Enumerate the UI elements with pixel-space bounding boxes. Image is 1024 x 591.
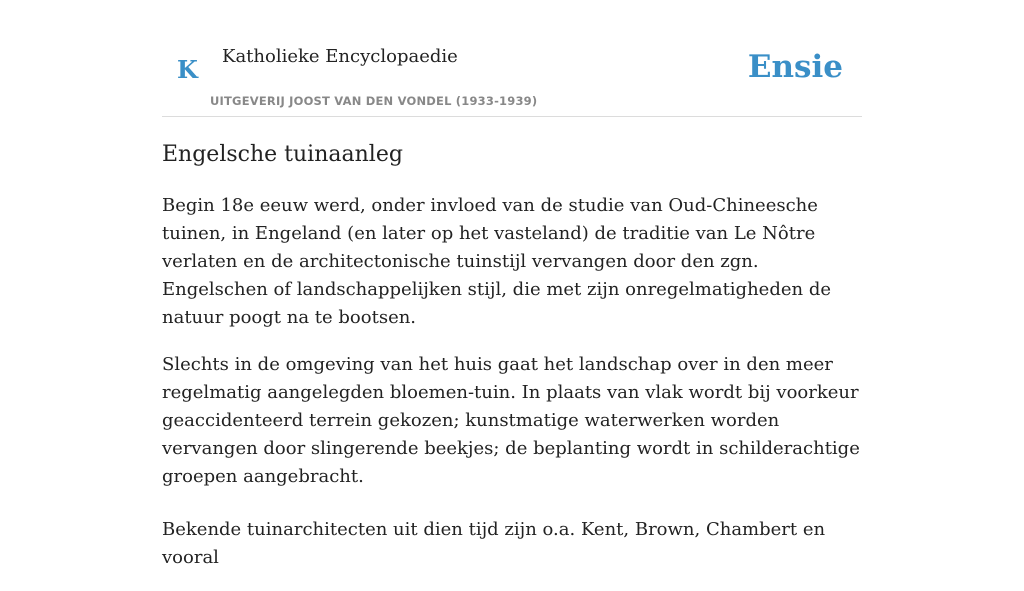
article-paragraph: Begin 18e eeuw werd, onder invloed van de studie van Oud-Chineesche tuinen, in Engeland (en later op het vasteland) de traditie van Le Nôtre verlaten en de architectonische tuinstijl vervangen door den zgn. Engelschen of landschappelijken stijl, die met zijn onregelmatigheden de natuur poogt na te bootsen. <box>162 195 831 328</box>
encyclopedia-logo-icon[interactable]: K <box>177 55 198 84</box>
ensie-logo-link[interactable]: Ensie <box>747 49 843 85</box>
article-title: Engelsche tuinaanleg <box>162 142 403 167</box>
article-paragraph: Slechts in de omgeving van het huis gaat het landschap over in den meer regelmatig aangelegden bloemen-tuin. In plaats van vlak wordt bij voorkeur geaccidenteerd terrein gekozen; kunstmatige waterwerken worden vervangen door slingerende beekjes; de beplanting wordt in schilderachtige groepen aangebracht. <box>162 354 860 487</box>
publisher-label: UITGEVERIJ JOOST VAN DEN VONDEL (1933-1939) <box>210 94 538 108</box>
encyclopedia-title-link[interactable]: Katholieke Encyclopaedie <box>222 46 458 67</box>
article-paragraph: Bekende tuinarchitecten uit dien tijd zijn o.a. Kent, Brown, Chambert en vooral <box>162 519 826 568</box>
site-header <box>162 0 862 117</box>
article <box>162 140 862 591</box>
